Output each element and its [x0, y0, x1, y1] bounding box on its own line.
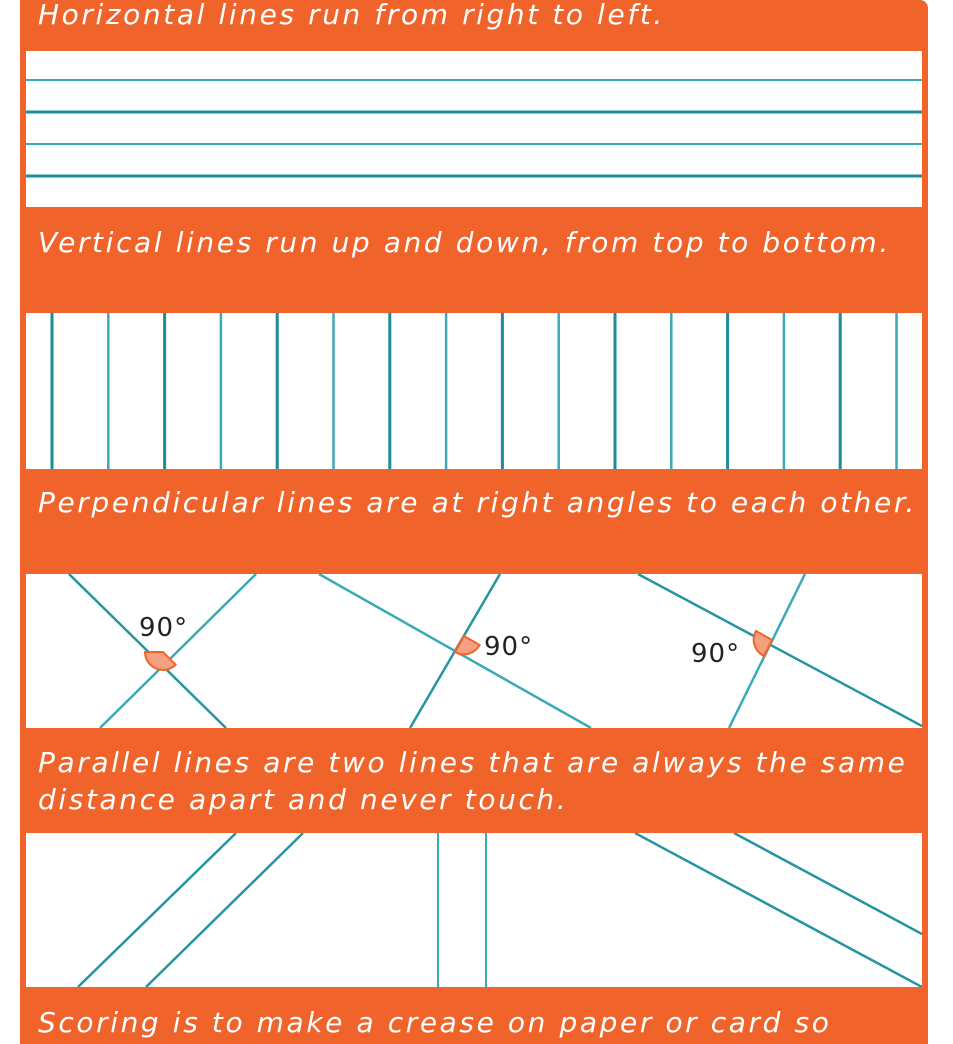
parallel-lines-illustration — [26, 833, 922, 987]
caption-horizontal: Horizontal lines run from right to left. — [38, 0, 665, 31]
caption-scoring: Scoring is to make a crease on paper or card so — [38, 1006, 832, 1039]
vertical-lines-panel — [26, 313, 922, 469]
parallel-line — [78, 833, 236, 987]
caption-parallel: Parallel lines are two lines that are always the same distance apart and never touch. — [38, 746, 919, 816]
parallel-line — [734, 833, 922, 934]
angle-label: 90° — [484, 632, 534, 662]
caption-perpendicular: Perpendicular lines are at right angles to each other. — [38, 486, 917, 519]
vertical-lines-illustration — [26, 313, 922, 469]
angle-label: 90° — [691, 639, 741, 669]
caption-vertical: Vertical lines run up and down, from top to bottom. — [38, 226, 891, 259]
perpendicular-line — [638, 574, 922, 726]
perpendicular-lines-panel — [26, 574, 922, 728]
right-angle-marker — [754, 631, 772, 656]
perpendicular-line — [100, 574, 256, 728]
perpendicular-lines-illustration — [26, 574, 922, 728]
horizontal-lines-illustration — [26, 51, 922, 207]
horizontal-lines-panel — [26, 51, 922, 207]
parallel-lines-panel — [26, 833, 922, 987]
angle-label: 90° — [139, 613, 189, 643]
parallel-line — [146, 833, 303, 987]
right-angle-marker — [145, 652, 176, 670]
right-angle-marker — [455, 636, 480, 654]
